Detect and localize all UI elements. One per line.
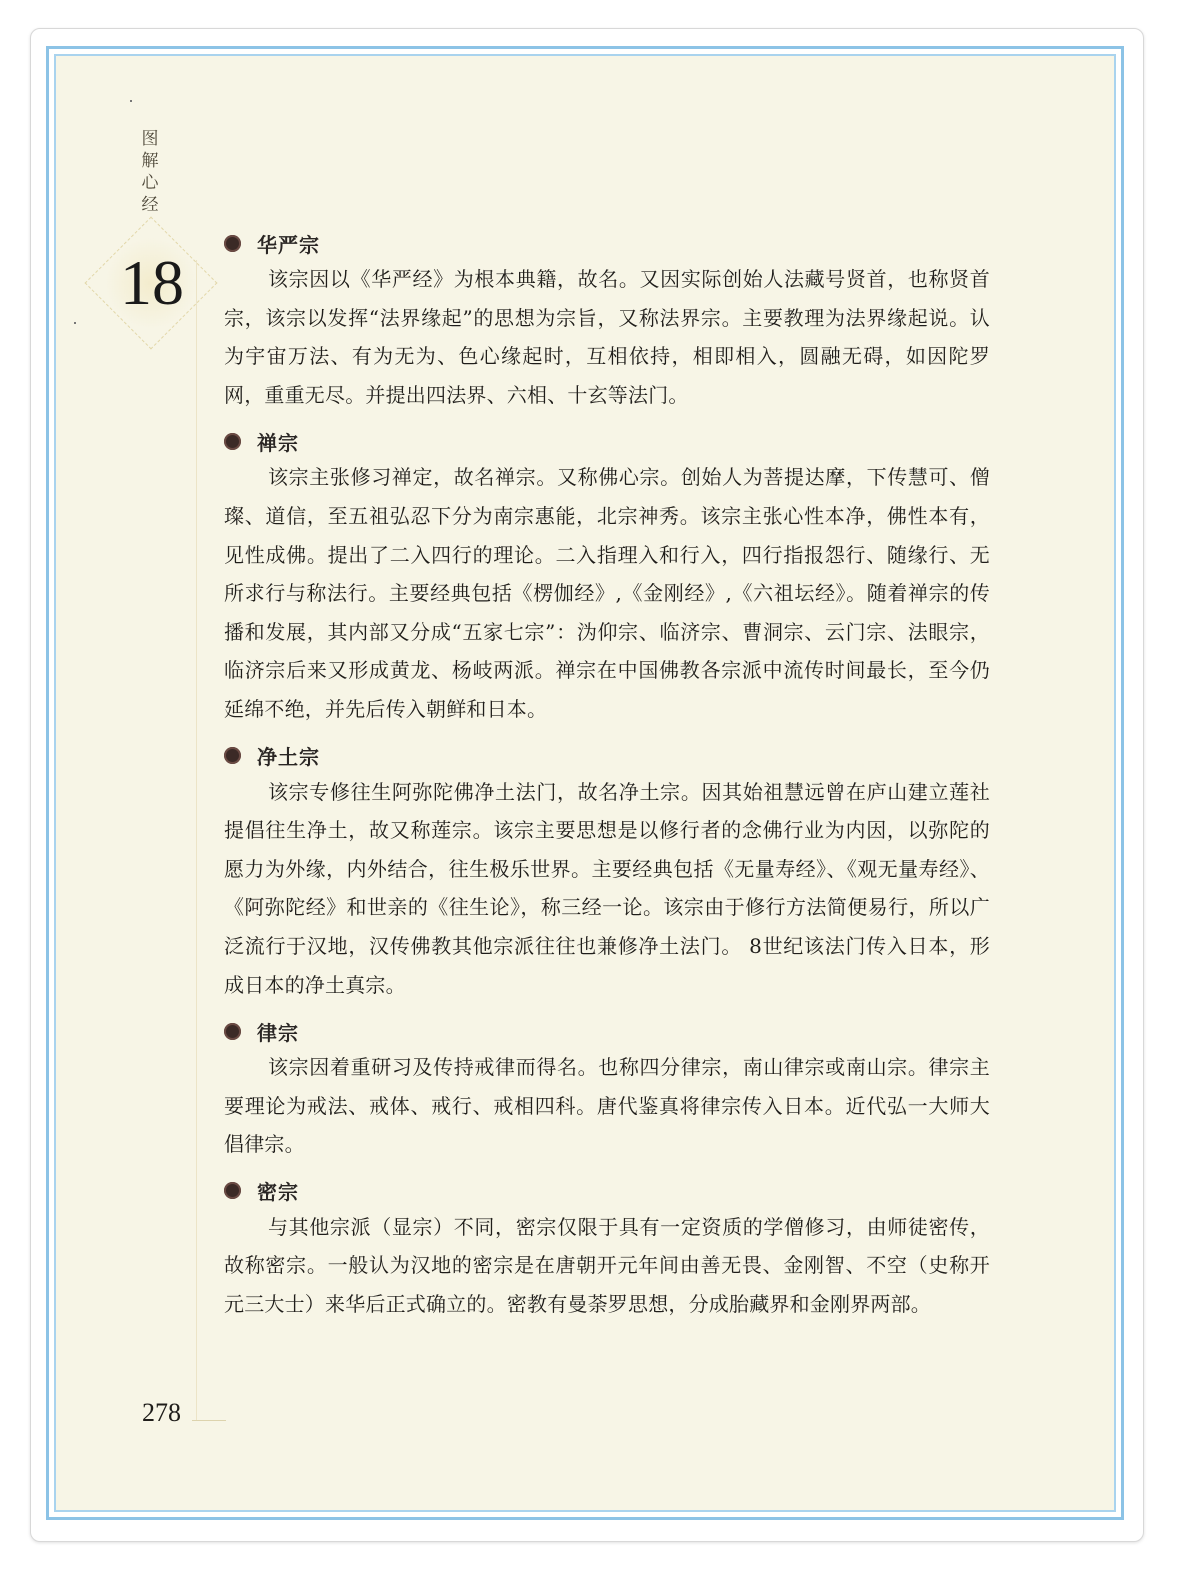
section-title: 律宗 [257,1020,299,1045]
section-huayan [224,226,990,414]
section-title: 净土宗 [257,745,320,770]
section-title: 禅宗 [257,430,299,455]
section-header [224,739,990,773]
margin-rule [196,260,197,1420]
section-body: 与其他宗派（显宗）不同，密宗仅限于具有一定资质的学僧修习，由师徒密传，故称密宗。一般认为汉地的密宗是在唐朝开元年间由善无畏、金刚智、不空（史称开元三大士）来华后正式确立的。密教有曼荼罗思想，分成胎藏界和金刚界两部。 [224,1214,990,1317]
section-title: 密宗 [257,1180,299,1205]
series-title [138,128,162,216]
section-body: 该宗因着重研习及传持戒律而得名。也称四分律宗，南山律宗或南山宗。律宗主要理论为戒法、戒体、戒行、戒相四科。唐代鉴真将律宗传入日本。近代弘一大师大倡律宗。 [224,1055,990,1157]
speck [130,100,132,102]
bullet-icon [224,235,241,252]
series-title-char: 图 [141,129,159,149]
section-pure-land [224,739,990,1005]
section-header [224,226,990,260]
section-body: 该宗因以《华严经》为根本典籍，故名。又因实际创始人法藏号贤首，也称贤首宗，该宗以发挥“法界缘起”的思想为宗旨，又称法界宗。主要教理为法界缘起说。认为宇宙万法、有为无为、色心缘起时，互相依持，相即相入，圆融无碍，如因陀罗网，重重无尽。并提出四法界、六相、十玄等法门。 [224,267,990,407]
section-title: 华严宗 [257,232,320,257]
page-number: 278 [142,1398,181,1427]
bullet-icon [224,1023,241,1040]
section-body: 该宗专修往生阿弥陀佛净土法门，故名净土宗。因其始祖慧远曾在庐山建立莲社提倡往生净土，故又称莲宗。该宗主要思想是以修行者的念佛行业为内因，以弥陀的愿力为外缘，内外结合，往生极乐世界。主要经典包括《无量寿经》、《观无量寿经》、《阿弥陀经》和世亲的《往生论》，称三经一论。该宗由于修行方法简便易行，所以广泛流行于汉地，汉传佛教其他宗派往往也兼修净土法门。 8世纪该法门传入日本，形成日本的净土真宗。 [224,779,990,997]
chapter-number: 18 [120,247,184,318]
speck [74,322,76,324]
bullet-icon [224,433,241,450]
section-header [224,1174,990,1208]
section-header [224,1014,990,1048]
series-title-char: 心 [141,173,159,193]
bullet-icon [224,747,241,764]
series-title-char: 经 [141,195,159,215]
section-body: 该宗主张修习禅定，故名禅宗。又称佛心宗。创始人为菩提达摩，下传慧可、僧璨、道信，至五祖弘忍下分为南宗惠能，北宗神秀。该宗主张心性本净，佛性本有，见性成佛。提出了二入四行的理论。二入指理入和行入，四行指报怨行、随缘行、无所求行与称法行。主要经典包括《楞伽经》,《金刚经》,《六祖坛经》。随着禅宗的传播和发展，其内部又分成“五家七宗”：沩仰宗、临济宗、曹洞宗、云门宗、法眼宗，临济宗后来又形成黄龙、杨岐两派。禅宗在中国佛教各宗派中流传时间最长，至今仍延绵不绝，并先后传入朝鲜和日本。 [224,465,990,721]
page-number-rule [192,1420,226,1421]
section-esoteric [224,1174,990,1324]
main-content [224,226,990,1334]
bullet-icon [224,1182,241,1199]
section-vinaya [224,1014,990,1164]
section-header [224,424,990,458]
series-title-char: 解 [141,151,159,171]
section-chan [224,424,990,728]
